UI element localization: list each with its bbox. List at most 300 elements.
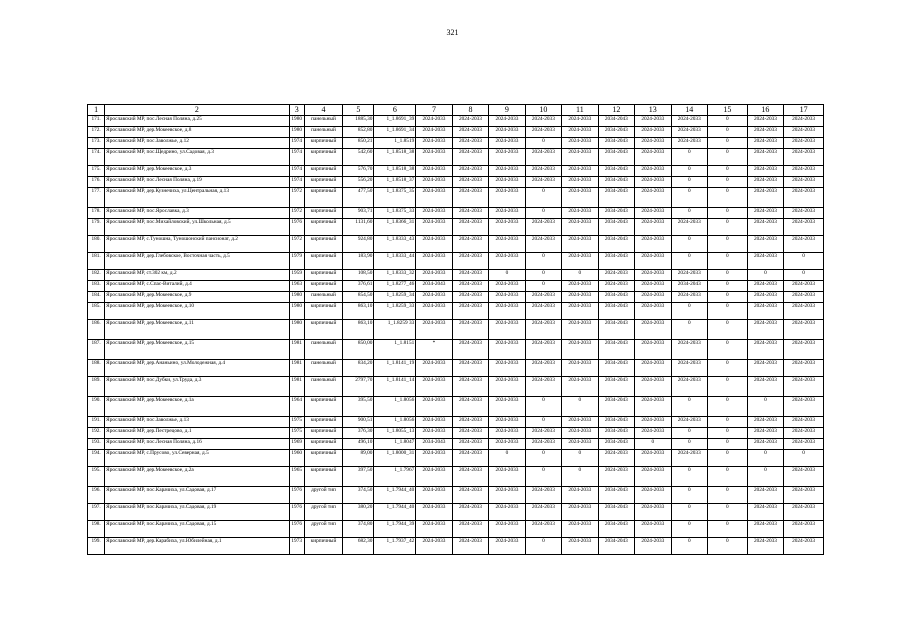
table-cell: кирпичный (304, 303, 343, 320)
table-cell: 2024-2033 (747, 439, 783, 450)
table-cell: 2024-2033 (489, 219, 525, 236)
table-cell: 1974 (289, 177, 304, 188)
table-row (88, 149, 824, 166)
table-cell: 2024-2033 (489, 360, 525, 377)
table-cell: 2024-2033 (747, 504, 783, 521)
table-row (88, 270, 824, 281)
table-cell: 185. (88, 303, 105, 320)
table-cell: 1_1.7967 (374, 467, 416, 487)
table-cell: 2024-2033 (452, 188, 488, 208)
table-cell: 2024-2033 (489, 504, 525, 521)
table-cell: 2024-2033 (747, 303, 783, 320)
table-cell: 1981 (289, 340, 304, 360)
table-cell: 2024-2033 (489, 417, 525, 428)
table-cell: 2024-2033 (452, 219, 488, 236)
table-cell: панельный (304, 377, 343, 397)
table-cell: 2024-2033 (747, 166, 783, 177)
table-cell: 0 (708, 360, 748, 377)
table-cell: 0 (525, 467, 561, 487)
table-cell: 2034-2043 (598, 439, 634, 450)
table-cell: 0 (708, 439, 748, 450)
table-row (88, 467, 824, 487)
table-cell: 2024-2033 (416, 188, 452, 208)
table-cell: 0 (562, 397, 598, 417)
table-cell: 2034-2043 (598, 397, 634, 417)
table-cell: 197. (88, 504, 105, 521)
column-header: 3 (289, 105, 304, 116)
table-cell: 2024-2033 (562, 292, 598, 303)
table-cell: 2024-2033 (747, 253, 783, 270)
table-cell: 1_1.8141_14 (374, 377, 416, 397)
table-cell: 496,10 (343, 439, 374, 450)
table-cell: 1_1.8259 33 (374, 320, 416, 340)
table-cell: 2024-2033 (562, 504, 598, 521)
table-cell: 2024-2033 (416, 219, 452, 236)
table-cell: 2024-2033 (671, 292, 707, 303)
table-cell: Ярославский МР, пос.Ярославка, д.3 (105, 208, 290, 219)
table-cell: 2034-2043 (598, 219, 634, 236)
table-cell: 2024-2033 (784, 149, 824, 166)
table-cell: кирпичный (304, 397, 343, 417)
table-cell: Ярославский МР, дер.Мокеевское, д.15 (105, 340, 290, 360)
table-cell: 0 (747, 450, 783, 467)
table-cell: 2024-2033 (747, 177, 783, 188)
table-cell: 2024-2033 (489, 377, 525, 397)
table-cell: 2024-2033 (416, 166, 452, 177)
table-cell: 0 (708, 377, 748, 397)
column-header: 17 (784, 105, 824, 116)
table-cell: 2024-2033 (635, 236, 671, 253)
table-cell: 2024-2033 (452, 340, 488, 360)
table-cell: 1_1.8375_35 (374, 188, 416, 208)
table-cell: 183,90 (343, 253, 374, 270)
table-cell: 1963 (289, 281, 304, 292)
table-cell: 0 (708, 538, 748, 555)
table-cell: кирпичный (304, 166, 343, 177)
table-cell: 179. (88, 219, 105, 236)
table-cell: 576,70 (343, 166, 374, 177)
table-cell: 2024-2033 (784, 340, 824, 360)
table-cell: 2024-2033 (562, 360, 598, 377)
table-cell: 171. (88, 116, 105, 127)
table-cell: 192. (88, 428, 105, 439)
column-header: 5 (343, 105, 374, 116)
table-cell: 0 (525, 188, 561, 208)
table-cell: 0 (708, 253, 748, 270)
table-cell: 0 (525, 417, 561, 428)
table-cell: 0 (525, 138, 561, 149)
table-cell: 2024-2033 (489, 236, 525, 253)
table-cell: 176. (88, 177, 105, 188)
table-cell: 0 (784, 253, 824, 270)
table-cell: Ярославский МР, дер.Мокеевское, д.2а (105, 467, 290, 487)
table-cell: 2024-2033 (452, 538, 488, 555)
table-cell: 850,21 (343, 138, 374, 149)
table-cell: 2024-2033 (784, 467, 824, 487)
table-cell: 89,00 (343, 450, 374, 467)
table-cell: 2024-2033 (635, 188, 671, 208)
table-cell: 173. (88, 138, 105, 149)
table-cell: 2034-2043 (598, 487, 634, 504)
table-cell: 2024-2033 (452, 450, 488, 467)
table-cell: 2024-2033 (525, 504, 561, 521)
table-cell: 2024-2033 (416, 320, 452, 340)
table-cell: 2024-2033 (416, 236, 452, 253)
table-cell: 2024-2033 (784, 116, 824, 127)
table-cell: 2024-2033 (489, 487, 525, 504)
table-row (88, 417, 824, 428)
table-cell: 2024-2033 (562, 116, 598, 127)
table-cell: 2024-2033 (416, 504, 452, 521)
table-cell: 2024-2033 (452, 467, 488, 487)
table-cell: 850,00 (343, 340, 374, 360)
table-cell: 2024-2033 (635, 397, 671, 417)
table-cell: 374,50 (343, 487, 374, 504)
table-cell: 0 (525, 281, 561, 292)
table-cell: 1_1.8151 (374, 340, 416, 360)
table-cell: 2024-2033 (747, 377, 783, 397)
table-cell: 2024-2033 (784, 177, 824, 188)
table-cell: 188. (88, 360, 105, 377)
table-cell: 1965 (289, 467, 304, 487)
table-cell: 2034-2043 (598, 417, 634, 428)
table-cell: 2024-2033 (635, 166, 671, 177)
table-cell: 0 (708, 340, 748, 360)
table-cell: 2024-2033 (747, 538, 783, 555)
table-cell: 2024-2033 (562, 166, 598, 177)
table-cell: кирпичный (304, 417, 343, 428)
table-cell: 189. (88, 377, 105, 397)
table-cell: 1981 (289, 377, 304, 397)
table-cell: 2024-2033 (525, 127, 561, 138)
table-cell: 2034-2043 (671, 281, 707, 292)
table-cell: кирпичный (304, 149, 343, 166)
table-cell: 2024-2033 (747, 149, 783, 166)
table-cell: 1981 (289, 360, 304, 377)
table-cell: 0 (489, 450, 525, 467)
table-cell: 1976 (289, 504, 304, 521)
table-cell: 0 (525, 450, 561, 467)
table-cell: 2024-2033 (489, 127, 525, 138)
table-cell: 2024-2033 (452, 504, 488, 521)
table-cell: 0 (708, 166, 748, 177)
table-cell: 2024-2033 (635, 467, 671, 487)
table-cell: 0 (747, 397, 783, 417)
table-cell: 2024-2033 (489, 303, 525, 320)
table-cell: 2024-2033 (452, 521, 488, 538)
table-cell: Ярославский МР, дер.Мокеевское, д.11 (105, 320, 290, 340)
table-row (88, 138, 824, 149)
table-cell: панельный (304, 340, 343, 360)
column-header: 1 (88, 105, 105, 116)
table-cell: Ярославский МР, дер.Мокеевское, д.8 (105, 127, 290, 138)
table-cell: 2024-2033 (747, 521, 783, 538)
column-header: 10 (525, 105, 561, 116)
table-cell: 2024-2033 (452, 236, 488, 253)
table-cell: 2024-2033 (525, 521, 561, 538)
table-cell: 2024-2033 (635, 138, 671, 149)
table-cell: 0 (671, 521, 707, 538)
table-cell: 2034-2043 (598, 521, 634, 538)
table-cell: 2024-2033 (416, 303, 452, 320)
table-cell: 1_1.8333_43 (374, 236, 416, 253)
table-cell: 2024-2033 (489, 253, 525, 270)
table-cell: 0 (671, 487, 707, 504)
table-cell: 2024-2033 (489, 177, 525, 188)
table-cell: 1_1.8141_19 (374, 360, 416, 377)
table-cell: 1959 (289, 270, 304, 281)
table-cell: 2024-2033 (747, 138, 783, 149)
table-cell: 2024-2033 (489, 439, 525, 450)
table-cell: 2034-2043 (598, 377, 634, 397)
table-cell: 0 (708, 292, 748, 303)
column-header: 7 (416, 105, 452, 116)
table-cell: 2024-2033 (562, 219, 598, 236)
table-cell: Ярославский МР, дер.Карабиха, ул.Юбилейная, д.1 (105, 538, 290, 555)
table-cell: 2024-2033 (784, 166, 824, 177)
table-cell: 2024-2033 (489, 138, 525, 149)
table-cell: панельный (304, 116, 343, 127)
table-cell: 2024-2033 (784, 521, 824, 538)
table-cell: 1976 (289, 487, 304, 504)
table-cell: 0 (708, 450, 748, 467)
table-cell: 2024-2033 (489, 149, 525, 166)
table-cell: 2024-2033 (671, 377, 707, 397)
table-row (88, 340, 824, 360)
table-cell: 2024-2033 (416, 428, 452, 439)
table-cell: 2024-2033 (635, 417, 671, 428)
table-cell: 0 (562, 270, 598, 281)
table-cell: 182. (88, 270, 105, 281)
table-cell: 2024-2033 (489, 340, 525, 360)
table-cell: 2024-2033 (635, 116, 671, 127)
table-cell: 854,50 (343, 292, 374, 303)
table-cell: 2024-2033 (784, 208, 824, 219)
table-cell: 2024-2033 (562, 521, 598, 538)
table-cell: 2024-2033 (635, 253, 671, 270)
housing-register-table (87, 104, 824, 555)
table-cell: 1_1.8259_34 (374, 292, 416, 303)
table-cell: 0 (708, 397, 748, 417)
table-cell: Ярославский МР, с.Туношна, Туношонский пансионат, д.2 (105, 236, 290, 253)
table-cell: Ярославский МР, пос.Михайловский, ул.Школьная, д.5 (105, 219, 290, 236)
table-cell: 2024-2033 (784, 487, 824, 504)
table-cell: 2034-2043 (598, 236, 634, 253)
table-cell: 2024-2033 (489, 116, 525, 127)
table-cell: 2024-2033 (489, 428, 525, 439)
table-cell: 199. (88, 538, 105, 555)
table-cell: 924,80 (343, 236, 374, 253)
table-cell: 863,10 (343, 320, 374, 340)
table-cell: 2024-2033 (635, 219, 671, 236)
table-row (88, 439, 824, 450)
table-cell: 0 (525, 397, 561, 417)
table-row (88, 177, 824, 188)
table-cell: 2024-2033 (416, 208, 452, 219)
table-cell: 2024-2033 (784, 281, 824, 292)
table-cell: 2024-2033 (562, 417, 598, 428)
table-cell: 2024-2033 (416, 360, 452, 377)
table-cell: 2024-2033 (784, 439, 824, 450)
table-cell: 2024-2033 (784, 127, 824, 138)
table-cell: кирпичный (304, 467, 343, 487)
table-cell: 1976 (289, 219, 304, 236)
table-cell: 1980 (289, 320, 304, 340)
table-cell: 1_1.7944_40 (374, 487, 416, 504)
table-cell: 682,30 (343, 538, 374, 555)
table-cell: 2024-2033 (525, 360, 561, 377)
table-cell: 1972 (289, 208, 304, 219)
table-cell: 178. (88, 208, 105, 219)
table-cell: 2024-2033 (452, 487, 488, 504)
table-cell: 174. (88, 149, 105, 166)
table-cell: 0 (671, 166, 707, 177)
column-header: 16 (747, 105, 783, 116)
table-cell: 2024-2033 (671, 116, 707, 127)
table-cell: 2024-2033 (598, 450, 634, 467)
table-cell: 1_1.8055_13 (374, 428, 416, 439)
table-cell: 2024-2033 (784, 428, 824, 439)
table-row (88, 281, 824, 292)
table-cell: 175. (88, 166, 105, 177)
table-cell: 0 (708, 219, 748, 236)
table-cell: 2024-2033 (784, 219, 824, 236)
column-header: 8 (452, 105, 488, 116)
table-cell: 2024-2033 (525, 428, 561, 439)
table-cell: 2024-2033 (452, 377, 488, 397)
table-cell: 2024-2033 (784, 504, 824, 521)
table-cell: 2024-2033 (416, 116, 452, 127)
table-cell: 1980 (289, 292, 304, 303)
table-cell: 172. (88, 127, 105, 138)
table-cell: 2024-2033 (671, 127, 707, 138)
table-cell: 2024-2033 (635, 504, 671, 521)
table-cell: 2024-2033 (635, 270, 671, 281)
table-cell: 1974 (289, 138, 304, 149)
table-cell: 2024-2033 (562, 236, 598, 253)
table-cell: 2034-2043 (598, 177, 634, 188)
table-cell: 2024-2033 (562, 177, 598, 188)
table-row (88, 127, 824, 138)
table-body (88, 116, 824, 555)
table-cell: 2024-2033 (747, 127, 783, 138)
table-cell: 374,80 (343, 521, 374, 538)
table-cell: 2024-2033 (416, 177, 452, 188)
table-cell: 2024-2033 (635, 450, 671, 467)
table-cell: 181. (88, 253, 105, 270)
table-cell: 477,50 (343, 188, 374, 208)
table-cell: 2024-2033 (416, 149, 452, 166)
table-cell: кирпичный (304, 439, 343, 450)
table-cell: 0 (708, 281, 748, 292)
table-cell: 0 (708, 138, 748, 149)
table-cell: другой тип (304, 504, 343, 521)
table-cell: 2034-2043 (598, 127, 634, 138)
table-cell: 2024-2033 (635, 538, 671, 555)
table-cell: 2024-2033 (635, 127, 671, 138)
table-row (88, 521, 824, 538)
table-cell: 2034-2043 (598, 303, 634, 320)
table-header-row (88, 105, 824, 116)
table-cell: кирпичный (304, 428, 343, 439)
table-cell: 0 (708, 208, 748, 219)
table-cell: 2024-2033 (562, 138, 598, 149)
table-row (88, 538, 824, 555)
table-cell: 2024-2033 (671, 360, 707, 377)
column-header: 15 (708, 105, 748, 116)
table-cell: 1_1.8691_39 (374, 116, 416, 127)
table-cell: 2024-2033 (452, 439, 488, 450)
table-cell: 542,60 (343, 149, 374, 166)
table-row (88, 303, 824, 320)
table-cell: Ярославский МР, с.Прусово, ул.Северная, д.5 (105, 450, 290, 467)
table-cell: 180. (88, 236, 105, 253)
table-cell: 2034-2043 (598, 166, 634, 177)
table-cell: 2024-2033 (452, 292, 488, 303)
table-cell: 2024-2033 (635, 320, 671, 340)
table-cell: 0 (784, 270, 824, 281)
table-cell: 1_1.8333_32 (374, 270, 416, 281)
table-cell: 0 (671, 149, 707, 166)
table-cell: 2024-2033 (525, 177, 561, 188)
table-cell: Ярославский МР, ст.302 км, д.2 (105, 270, 290, 281)
table-row (88, 360, 824, 377)
table-cell: 1974 (289, 149, 304, 166)
table-cell: 2024-2033 (452, 208, 488, 219)
table-cell: панельный (304, 360, 343, 377)
column-header: 6 (374, 105, 416, 116)
table-cell: 0 (708, 504, 748, 521)
table-cell: кирпичный (304, 538, 343, 555)
table-row (88, 377, 824, 397)
table-cell: 2024-2033 (416, 538, 452, 555)
table-cell: Ярославский МР, дер.Кузнечиха, ул.Центральная, д.13 (105, 188, 290, 208)
table-cell: Ярославский МР, пос.Лесная Поляна, д.16 (105, 439, 290, 450)
table-cell: 2024-2033 (525, 439, 561, 450)
table-cell: 380,20 (343, 504, 374, 521)
table-cell: 1_1.8518_38 (374, 166, 416, 177)
table-cell: кирпичный (304, 138, 343, 149)
table-cell: 2034-2043 (416, 439, 452, 450)
table-cell: Ярославский МР, дер.Мокеевское, д.10 (105, 303, 290, 320)
table-cell: 2024-2033 (452, 138, 488, 149)
table-cell: 2024-2033 (562, 303, 598, 320)
table-cell: 852,80 (343, 127, 374, 138)
table-cell: 194. (88, 450, 105, 467)
table-cell: 2024-2033 (452, 149, 488, 166)
table-cell: 2797,70 (343, 377, 374, 397)
table-cell: 2024-2033 (635, 377, 671, 397)
table-cell: 2024-2033 (489, 467, 525, 487)
table-row (88, 428, 824, 439)
table-cell: 0 (708, 303, 748, 320)
table-cell: кирпичный (304, 188, 343, 208)
table-cell: Ярославский МР, пос.Заволжье, д.13 (105, 417, 290, 428)
table-cell: 1976 (289, 521, 304, 538)
table-cell: 2024-2033 (452, 320, 488, 340)
table-cell: 2024-2033 (525, 340, 561, 360)
table-cell: 2024-2033 (562, 149, 598, 166)
table-row (88, 208, 824, 219)
table-cell: 2024-2033 (525, 303, 561, 320)
table-cell: 2034-2043 (598, 188, 634, 208)
table-cell: 2024-2033 (747, 188, 783, 208)
table-cell: 0 (562, 450, 598, 467)
table-cell: 2024-2033 (671, 450, 707, 467)
table-cell: 0 (489, 270, 525, 281)
table-cell: 0 (671, 208, 707, 219)
table-cell: 2024-2033 (562, 439, 598, 450)
